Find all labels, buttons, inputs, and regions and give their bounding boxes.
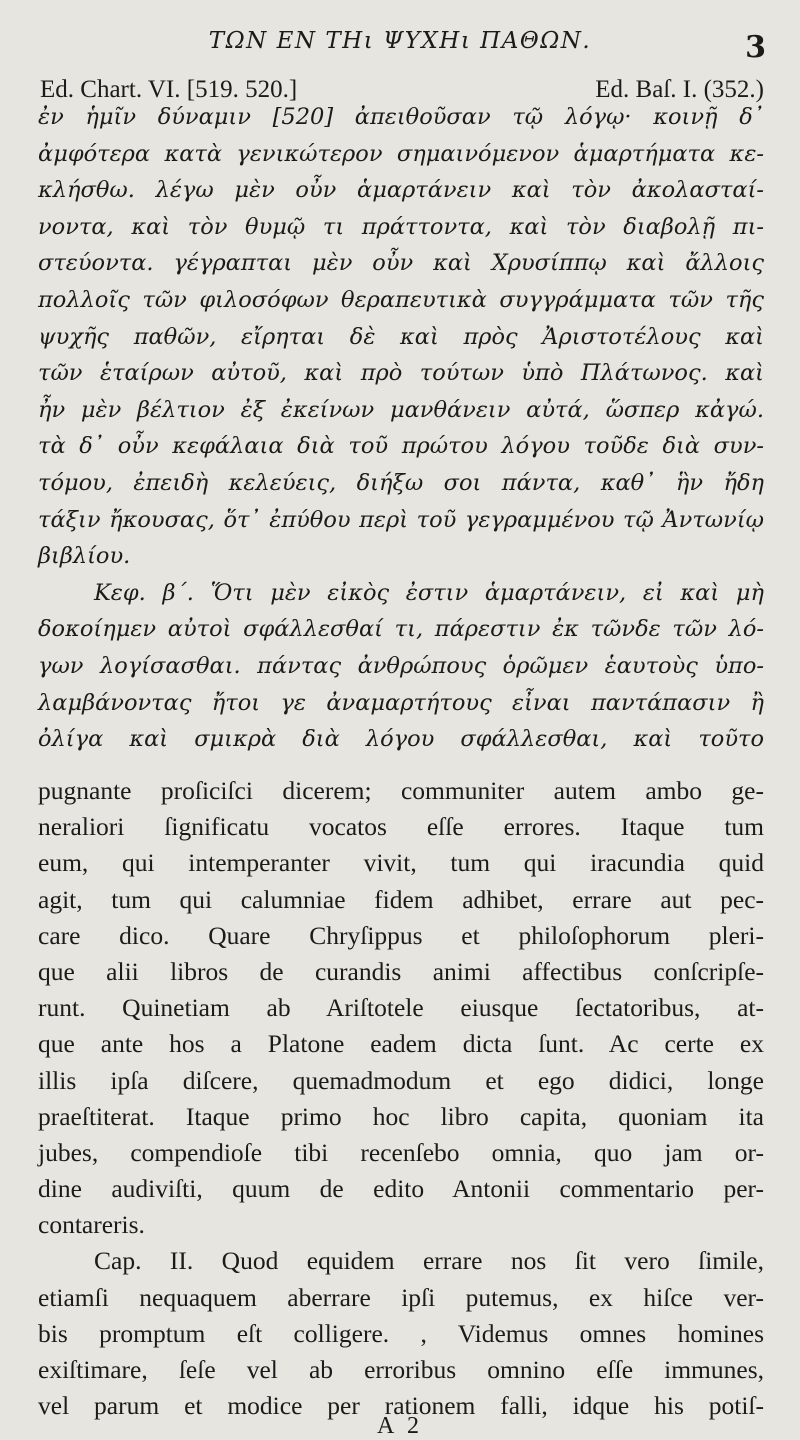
greek-line: τόμου, ἐπειδὴ κελεύεις, διήξω σοι πάντα, καθ᾽ ἣν ἤδη [38, 469, 764, 496]
latin-line: vel parum et modice per rationem falli, idque his potiſ- [38, 1391, 764, 1421]
latin-line: etiamſi nequaquem aberrare ipſi putemus, ex hiſce ver- [38, 1282, 764, 1312]
greek-line: νοντα, καὶ τὸν θυμῷ τι πράττοντα, καὶ τὸν διαβολῇ πι- [38, 213, 764, 240]
latin-line: que ante hos a Platone eadem dicta ſunt. Ac certe ex [38, 1029, 764, 1059]
greek-line: πολλοῖς τῶν φιλοσόφων θεραπευτικὰ συγγράμματα τῶν τῆς [38, 286, 764, 313]
edition-reference-basel: Ed. Baſ. I. (352.) [595, 76, 764, 103]
edition-reference-chartier: Ed. Chart. VI. [519. 520.] [40, 76, 298, 103]
latin-line: exiſtimare, ſeſe vel ab erroribus omnino eſſe immunes, [38, 1355, 764, 1384]
running-title: ΤΩΝ ΕΝ ΤΗι ΨΥΧΗι ΠΑΘΩΝ. [208, 28, 592, 54]
latin-line: agit, tum qui calumniae fidem adhibet, errare aut pec- [38, 884, 764, 914]
greek-line: βιβλίου. [38, 543, 131, 570]
latin-line: jubes, compendioſe tibi recenſebo omnia, quo jam or- [38, 1137, 764, 1167]
greek-line: γων λογίσασθαι. πάντας ἀνθρώπους ὁρῶμεν ἑαυτοὺς ὑπο- [38, 652, 764, 679]
latin-chapter-heading-line: Cap. II. Quod equidem errare nos ſit vero ſimile, [94, 1246, 764, 1276]
greek-line: τὰ δ᾽ οὖν κεφάλαια διὰ τοῦ πρώτου λόγου τοῦδε διὰ συν- [38, 433, 764, 460]
greek-line: τάξιν ἤκουσας, ὅτ᾽ ἐπύθου περὶ τοῦ γεγραμμένου τῷ Ἀντωνίῳ [38, 506, 764, 533]
latin-line: contareris. [38, 1210, 145, 1240]
latin-line: dine audiviſti, quum de edito Antonii commentario per- [38, 1174, 764, 1204]
greek-line: δοκοίημεν αὐτοὶ σφάλλεσθαί τι, πάρεστιν ἐκ τῶνδε τῶν λό- [38, 616, 764, 643]
greek-line: ὀλίγα καὶ σμικρὰ διὰ λόγου σφάλλεσθαι, καὶ τοῦτο [38, 726, 764, 753]
greek-line: ἀμφότερα κατὰ γενικώτερον σημαινόμενον ἁμαρτήματα κε- [38, 140, 764, 167]
latin-line: pugnante proſiciſci dicerem; communiter autem ambo ge- [38, 776, 764, 805]
latin-line: eum, qui intemperanter vivit, tum qui iracundia quid [38, 848, 764, 878]
latin-line: praeſtiterat. Itaque primo hoc libro capita, quoniam ita [38, 1101, 764, 1131]
page-number: 3 [745, 30, 766, 65]
latin-line: que alii libros de curandis animi affectibus conſcripſe- [38, 956, 764, 986]
latin-text-block [38, 773, 764, 1424]
greek-line: ἐν ἡμῖν δύναμιν [520] ἀπειθοῦσαν τῷ λόγῳ· κοινῇ δ᾽ [38, 104, 764, 130]
greek-line: στεύοντα. γέγραπται μὲν οὖν καὶ Χρυσίππῳ καὶ ἄλλοις [38, 250, 764, 277]
greek-line: ἦν μὲν βέλτιον ἐξ ἐκείνων μανθάνειν αὐτά, ὥσπερ κἀγώ. [38, 396, 764, 423]
latin-line: runt. Quinetiam ab Ariſtotele eiusque ſectatoribus, at- [38, 993, 764, 1023]
greek-line: κλήσθω. λέγω μὲν οὖν ἁμαρτάνειν καὶ τὸν ἀκολασταί- [38, 177, 764, 204]
greek-line: ψυχῆς παθῶν, εἴρηται δὲ καὶ πρὸς Ἀριστοτέλους καὶ [38, 323, 764, 350]
latin-line: neraliori ſignificatu vocatos eſſe errores. Itaque tum [38, 812, 764, 842]
greek-chapter-heading-line: Κεφ. β΄. Ὅτι μὲν εἰκὸς ἐστιν ἁμαρτάνειν, εἰ καὶ μὴ [94, 579, 764, 606]
greek-line: λαμβάνοντας ἤτοι γε ἀναμαρτήτους εἶναι παντάπασιν ἢ [38, 689, 764, 716]
latin-line: illis ipſa diſcere, quemadmodum et ego didici, longe [38, 1065, 764, 1095]
latin-line: bis promptum eſt colligere. , Videmus omnes homines [38, 1318, 764, 1348]
greek-text-block [38, 99, 764, 758]
signature-mark: A 2 [376, 1413, 423, 1439]
latin-line: care dico. Quare Chryſippus et philoſophorum pleri- [38, 920, 764, 950]
greek-line: τῶν ἑταίρων αὐτοῦ, καὶ πρὸ τούτων ὑπὸ Πλάτωνος. καὶ [38, 360, 764, 387]
